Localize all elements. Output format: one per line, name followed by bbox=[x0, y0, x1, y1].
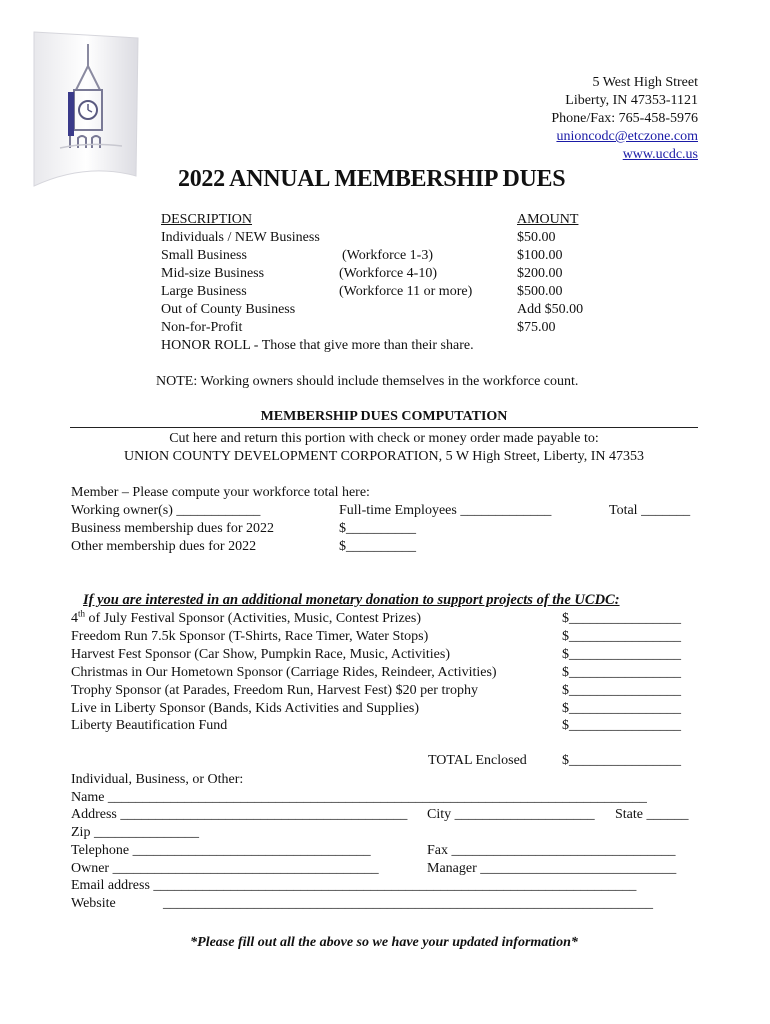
zip-field[interactable]: Zip _______________ bbox=[71, 825, 199, 840]
donation-item: Liberty Beautification Fund bbox=[71, 718, 228, 733]
dues-row-amount: $75.00 bbox=[517, 320, 556, 335]
donation-heading: If you are interested in an additional monetary donation to support projects of the UCDC: bbox=[83, 592, 620, 608]
honor-roll: HONOR ROLL - Those that give more than their share. bbox=[161, 338, 474, 353]
dues-row-label: Mid-size Business bbox=[161, 266, 265, 281]
other-dues-label: Other membership dues for 2022 bbox=[71, 539, 257, 554]
dues-row-amount: Add $50.00 bbox=[517, 302, 584, 317]
footer-note: *Please fill out all the above so we have your updated information* bbox=[190, 935, 578, 950]
state-field[interactable]: State ______ bbox=[615, 807, 689, 822]
donation-item: Christmas in Our Hometown Sponsor (Carriage Rides, Reindeer, Activities) bbox=[71, 665, 497, 680]
dues-row-label: Large Business bbox=[161, 284, 247, 299]
donation-amount-field[interactable]: $________________ bbox=[562, 611, 681, 626]
working-owners-field[interactable]: Working owner(s) ____________ bbox=[71, 503, 261, 518]
dues-header-amount: AMOUNT bbox=[517, 212, 579, 227]
donation-item: Live in Liberty Sponsor (Bands, Kids Activities and Supplies) bbox=[71, 701, 420, 716]
dues-row-workforce: (Workforce 1-3) bbox=[342, 248, 433, 263]
manager-field[interactable]: Manager ____________________________ bbox=[427, 861, 677, 876]
dues-row-amount: $200.00 bbox=[517, 266, 563, 281]
computation-heading: MEMBERSHIP DUES COMPUTATION bbox=[260, 409, 508, 424]
donation-item: Trophy Sponsor (at Parades, Freedom Run, Harvest Fest) $20 per trophy bbox=[71, 683, 478, 698]
address-phone: Phone/Fax: 765-458-5976 bbox=[551, 111, 698, 126]
dues-row-workforce: (Workforce 11 or more) bbox=[339, 284, 473, 299]
business-dues-label: Business membership dues for 2022 bbox=[71, 521, 274, 536]
dues-row-label: Individuals / NEW Business bbox=[161, 230, 320, 245]
dues-row-amount: $100.00 bbox=[517, 248, 563, 263]
owner-field[interactable]: Owner ______________________________________ bbox=[71, 861, 379, 876]
name-field[interactable]: Name _____________________________________________________________________________ bbox=[71, 790, 647, 805]
donation-amount-field[interactable]: $________________ bbox=[562, 629, 681, 644]
member-prompt: Member – Please compute your workforce total here: bbox=[71, 485, 370, 500]
address-field[interactable]: Address _________________________________________ bbox=[71, 807, 408, 822]
donation-amount-field[interactable]: $________________ bbox=[562, 665, 681, 680]
cut-instructions: Cut here and return this portion with check or money order made payable to: bbox=[169, 431, 599, 446]
business-dues-field[interactable]: $__________ bbox=[339, 521, 416, 536]
total-enclosed-field[interactable]: $________________ bbox=[562, 753, 681, 768]
donation-amount-field[interactable]: $________________ bbox=[562, 718, 681, 733]
address-city: Liberty, IN 47353-1121 bbox=[565, 93, 698, 108]
total-enclosed-label: TOTAL Enclosed bbox=[428, 753, 527, 768]
fulltime-employees-field[interactable]: Full-time Employees _____________ bbox=[339, 503, 552, 518]
workforce-total-field[interactable]: Total _______ bbox=[609, 503, 691, 518]
website-link[interactable]: www.ucdc.us bbox=[622, 147, 698, 162]
dues-row-workforce: (Workforce 4-10) bbox=[339, 266, 437, 281]
website-label: Website bbox=[71, 896, 116, 911]
address-street: 5 West High Street bbox=[592, 75, 698, 90]
donation-item-suffix: th bbox=[78, 608, 86, 619]
dues-row-label: Small Business bbox=[161, 248, 247, 263]
dues-row-label: Non-for-Profit bbox=[161, 320, 243, 335]
dues-row-amount: $500.00 bbox=[517, 284, 563, 299]
donation-amount-field[interactable]: $________________ bbox=[562, 647, 681, 662]
donation-amount-field[interactable]: $________________ bbox=[562, 683, 681, 698]
donation-item: Harvest Fest Sponsor (Car Show, Pumpkin Race, Music, Activities) bbox=[71, 647, 451, 662]
fax-field[interactable]: Fax ________________________________ bbox=[427, 843, 676, 858]
dues-header-description: DESCRIPTION bbox=[161, 212, 253, 227]
ucdc-logo bbox=[30, 30, 142, 188]
email-link[interactable]: unioncodc@etczone.com bbox=[556, 129, 698, 144]
donation-item-number: 4 bbox=[71, 611, 78, 626]
donation-item: Freedom Run 7.5k Sponsor (T-Shirts, Race Timer, Water Stops) bbox=[71, 629, 429, 644]
contact-prompt: Individual, Business, or Other: bbox=[71, 772, 244, 787]
dues-row-label: Out of County Business bbox=[161, 302, 296, 317]
donation-item bbox=[71, 610, 421, 628]
email-field[interactable]: Email address _____________________________________________________________________ bbox=[71, 878, 637, 893]
workforce-note: NOTE: Working owners should include themselves in the workforce count. bbox=[156, 374, 579, 389]
website-field[interactable]: ______________________________________________________________________ bbox=[163, 896, 653, 911]
payee-line: UNION COUNTY DEVELOPMENT CORPORATION, 5 W High Street, Liberty, IN 47353 bbox=[123, 449, 645, 464]
cut-line bbox=[70, 427, 698, 428]
dues-row-amount: $50.00 bbox=[517, 230, 556, 245]
other-dues-field[interactable]: $__________ bbox=[339, 539, 416, 554]
address-block bbox=[551, 74, 698, 164]
telephone-field[interactable]: Telephone __________________________________ bbox=[71, 843, 371, 858]
donation-amount-field[interactable]: $________________ bbox=[562, 701, 681, 716]
city-field[interactable]: City ____________________ bbox=[427, 807, 595, 822]
page-title: 2022 ANNUAL MEMBERSHIP DUES bbox=[178, 166, 566, 192]
donation-item-text: of July Festival Sponsor (Activities, Music, Contest Prizes) bbox=[85, 611, 421, 626]
